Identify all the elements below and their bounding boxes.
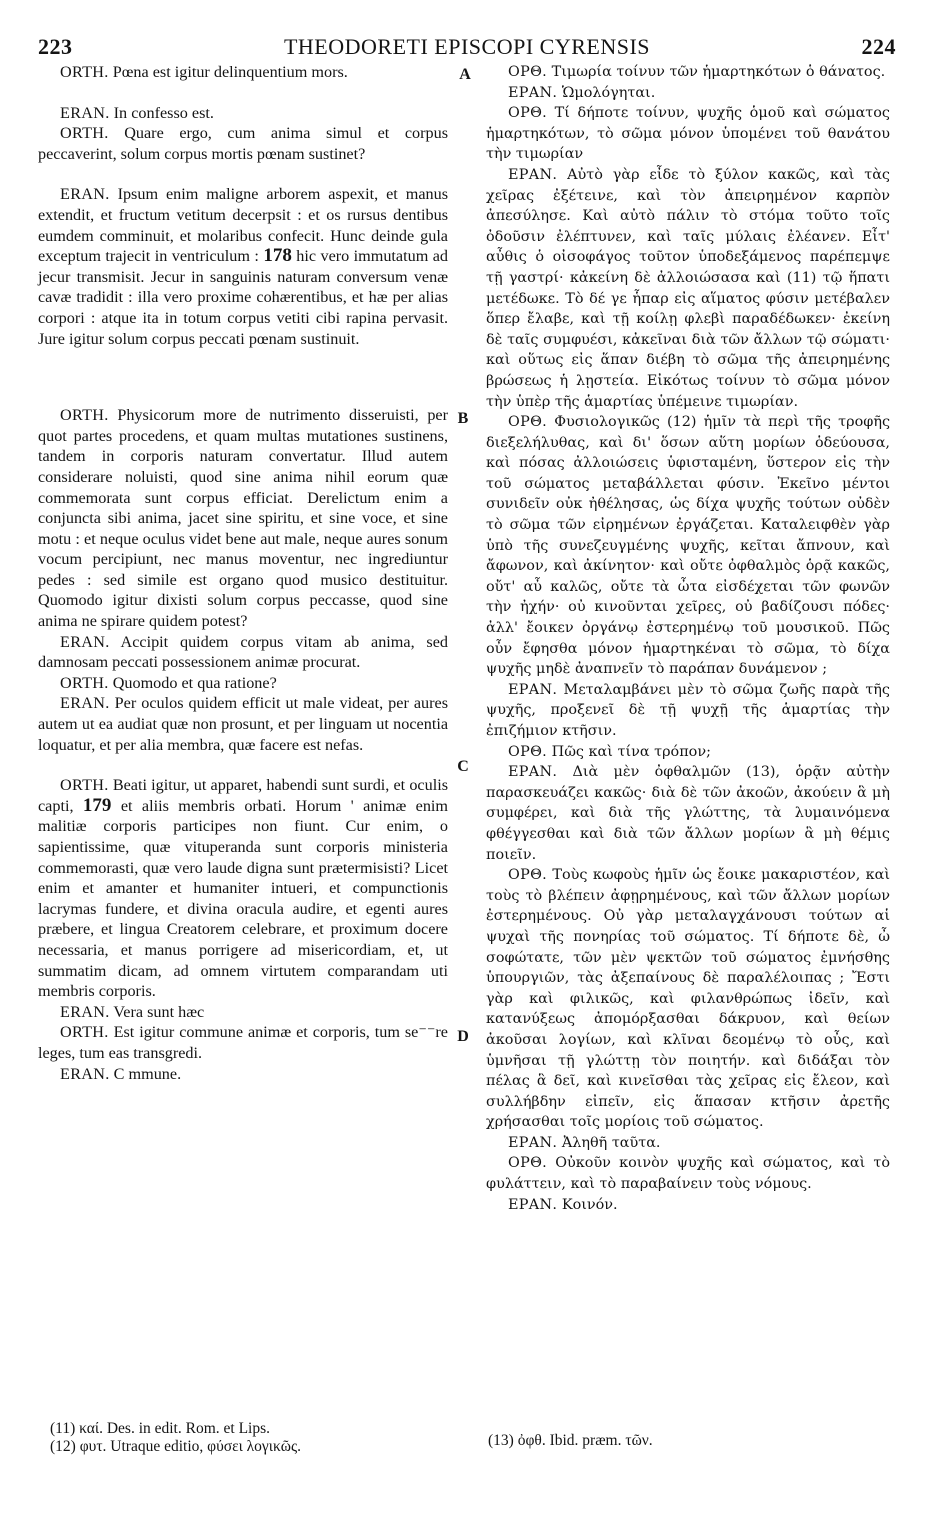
footnote: (13) ὀφθ. Ibid. præm. τῶν.	[488, 1432, 653, 1449]
spacer	[38, 349, 448, 377]
right-page-number: 224	[861, 34, 896, 59]
dialogue-paragraph	[486, 62, 890, 83]
paragraph-text: Vera sunt hæc	[113, 1002, 205, 1021]
speaker-label: ΕΡΑΝ.	[508, 84, 558, 101]
speaker-label: ΕΡΑΝ.	[508, 166, 558, 183]
spacer	[38, 755, 448, 775]
speaker-label: ERAN.	[60, 103, 110, 122]
speaker-label: ΟΡΘ.	[508, 414, 548, 431]
paragraph-text: Beati igitur, ut apparet, habendi sunt surdi, et oculis capti,	[38, 776, 448, 815]
speaker-label: ΟΡΘ.	[508, 1155, 548, 1172]
spacer	[38, 83, 448, 103]
paragraph-text: Pœna est igitur delinquentium mors.	[112, 63, 348, 81]
speaker-label: ERAN.	[60, 1002, 110, 1021]
paragraph-text: Per oculos quidem efficit ut male videat, per aures autem ut ea audiat quæ non prosunt, et per linguam ut nocentia loquatur, et per alia membra, quæ facere est nefas.	[38, 694, 449, 754]
paragraph-text: Φυσιολογικῶς (12) ἡμῖν τὰ περὶ τῆς τροφῆς διεξελήλυθας, καὶ δι' ὅσων αὕτη μορίων ὁδεύουσα, καὶ πόσας ἀλλοιώσεις ὑφισταμένη, ὕστερον εἰς τὴν τοῦ σώματος μεταβάλλεται φύσιν. Ἐκεῖνο μέντοι συνιδεῖν οὐκ ἠθέλησας, ὡς δίχα ψυχῆς τούτων οὐδὲν τὸ σῶμα τῶν εἰρημένων ἐργάζεται. Καταλειφθὲν γὰρ ὑπὸ τῆς συνεζευγμένης ψυχῆς, κεῖται ἄπνουν, καὶ ἄφωνον, καὶ ἀκίνητον· καὶ οὔτε ὀφθαλμὸς ὁρᾷ κακῶς, οὔτ' αὖ καλῶς, οὔτε τὰ ὦτα εἰσδέχεται τῶν φωνῶν τὴν ἠχήν· οὐ κινοῦνται χεῖρες, οὐ βαδίζουσι πόδες· ἀλλ' ἔοικεν ὀργάνῳ ἐστερημένῳ τοῦ μουσικοῦ. Πῶς οὖν ἔφησθα μόνον ἡμαρτηκέναι τὸ σῶμα, τὸ δίχα ψυχῆς μηδὲ ἀναπνεῖν τὸ παράπαν δυνάμενον ;	[486, 414, 890, 678]
dialogue-paragraph	[486, 865, 890, 1133]
margin-letter-c: C	[457, 758, 469, 775]
dialogue-paragraph	[486, 762, 890, 865]
paragraph-text: Ἀληθῆ ταῦτα.	[561, 1134, 661, 1151]
footnotes-right	[488, 1432, 888, 1450]
paragraph-text: et aliis membris orbati. Horum ' animæ enim malitiæ corporis participes non fiunt. Cur enim, o sapientissime, quæ vituperanda sunt corporis ministeria commemorasti, quæ vero laude digna sunt prætermisisti? Licet enim et amanter et humaniter intueri, et compunctionis lacrymas fundere, et divina oracula audire, et egenti aures præbere, et lingua Creatorem celebrare, et proximum docere necessaria, et manus porrigere ad misericordiam, et, ut summatim dicam, ad omnem virtutem comparandam uti membris corporis.	[38, 796, 449, 1001]
edition-page-number: 178	[263, 245, 292, 267]
speaker-label: ORTH.	[60, 406, 109, 425]
speaker-label: ΟΡΘ.	[508, 105, 548, 122]
footnotes-left	[50, 1420, 450, 1456]
margin-letter-b: B	[457, 410, 469, 427]
paragraph-text: Αὐτὸ γὰρ εἶδε τὸ ξύλον κακῶς, καὶ τὰς χεῖρας ἐξέτεινε, καὶ τὸν ἀπειρημένον καρπὸν ἀπεσύλησε. Καὶ αὐτὸ πάλιν τὸ στόμα τοῦτο τοῖς ὀδοῦσιν ἐλέπτυνεν, καὶ ταῖς μύλαις ἐλέανεν. Εἶτ' αὖθις ὁ οἰσοφάγος τοῦτον ὑποδεξάμενος παρέπεμψε τῇ γαστρί· κἀκείνη δὲ ἀλλοιώσασα καὶ (11) τῷ ἥπατι μετέδωκε. Τὸ δέ γε ἧπαρ εἰς αἵματος φύσιν μετέβαλεν ὅπερ ἔλαβε, καὶ τῇ κοίλῃ φλεβὶ παραδέδωκεν· ἐκείνη δὲ ταῖς συμφυέσι, κἀκεῖναι διὰ τῶν ἄλλων τῷ σώματι· καὶ οὕτως εἰς ἅπαν διέβη τὸ σῶμα τῆς ἀπειρημένης βρώσεως ἡ λῃστεία. Εἰκότως τοίνυν τὸ σῶμα μόνον τὴν ὑπὲρ τῆς ἁμαρτίας ὑπέμεινε τιμωρίαν.	[486, 166, 890, 410]
dialogue-paragraph	[38, 184, 448, 349]
dialogue-paragraph	[38, 693, 448, 755]
dialogue-paragraph	[486, 83, 890, 104]
dialogue-paragraph	[38, 632, 448, 673]
speaker-label: ORTH.	[60, 673, 109, 692]
paragraph-text: Διὰ μὲν ὀφθαλμῶν (13), ὁρᾷν αὐτὴν παρασκευάζει κακῶς· διὰ δὲ τῶν ἀκοῶν, ἀκούειν ἃ μὴ συμφέρει, καὶ διὰ τῆς γλώττης, τὰ λυμαινόμενα φθέγγεσθαι καὶ διὰ τῶν ἄλλων μορίων ἃ μὴ θέμις ποιεῖν.	[486, 764, 890, 863]
paragraph-text: Τιμωρία τοίνυν τῶν ἡμαρτηκότων ὁ θάνατος.	[551, 64, 886, 80]
dialogue-paragraph	[38, 62, 448, 83]
dialogue-paragraph	[486, 1195, 890, 1216]
paragraph-text: Τί δήποτε τοίνυν, ψυχῆς ὁμοῦ καὶ σώματος ἡμαρτηκότων, τὸ σῶμα μόνον ὑπομένει τοῦ θανάτου τὴν τιμωρίαν	[486, 105, 890, 163]
spacer	[38, 377, 448, 405]
spacer	[38, 164, 448, 184]
dialogue-paragraph	[38, 103, 448, 124]
speaker-label: ORTH.	[60, 1023, 109, 1042]
running-header	[38, 34, 896, 64]
footnote: (12) φυτ. Utraque editio, φύσει λογικῶς.	[50, 1438, 301, 1455]
paragraph-text: Πῶς καὶ τίνα τρόπον;	[551, 743, 711, 760]
paragraph-text: Quomodo et qua ratione?	[112, 673, 277, 692]
greek-column	[486, 62, 890, 1215]
dialogue-paragraph	[38, 1002, 448, 1023]
paragraph-text: Accipit quidem corpus vitam ab anima, sed damnosam peccati possessionem animæ procurat.	[38, 632, 448, 672]
speaker-label: ORTH.	[60, 124, 109, 143]
dialogue-paragraph	[486, 680, 890, 742]
running-title: THEODORETI EPISCOPI CYRENSIS	[283, 34, 651, 59]
speaker-label: ERAN.	[60, 694, 110, 713]
dialogue-paragraph	[38, 1064, 448, 1085]
speaker-label: ΕΡΑΝ.	[508, 764, 558, 781]
speaker-label: ΕΡΑΝ.	[508, 1134, 558, 1151]
dialogue-paragraph	[486, 103, 890, 165]
speaker-label: ERAN.	[60, 632, 110, 651]
paragraph-text: Est igitur commune animæ et corporis, tum se⁻⁻re leges, tum eas transgredi.	[38, 1023, 448, 1062]
speaker-label: ΟΡΘ.	[508, 867, 548, 884]
paragraph-text: Τοὺς κωφοὺς ἡμῖν ὡς ἔοικε μακαριστέον, καὶ τοὺς τὸ βλέπειν ἀφῃρημένους, καὶ τῶν ἄλλων μορίων ἐστερημένους. Οὐ γὰρ μεταλαγχάνουσι τούτων αἱ ψυχαὶ τῆς πονηρίας τοῦ σώματος. Τί δήποτε δὲ, ὦ σοφώτατε, τῶν μὲν ψεκτῶν τοῦ σώματος ἐμνήσθης ὑπουργιῶν, τὰς ἀξεπαίνους δὲ παραλέλοιπας ; Ἔστι γὰρ καὶ φιλικῶς, καὶ φιλανθρώπως ἰδεῖν, καὶ κατανύξεως ἀπομόρξασθαι δάκρυον, καὶ θείων ἀκοῦσαι λογίων, καὶ κλῖναι δεομένῳ τὸ οὖς, καὶ ὑμνῆσαι τῇ γλώττῃ τὸν ποιητήν. καὶ διδάξαι τὸν πέλας ἃ δεῖ, καὶ κινεῖσθαι τὰς χεῖρας εἰς ἔλεον, καὶ συλλήβδην εἰπεῖν, εἰς ἅπασαν κτῆσιν ἀρετῆς χρήσασθαι τοῖς μορίοις τοῦ σώματος.	[486, 867, 890, 1131]
paragraph-text: Οὐκοῦν κοινὸν ψυχῆς καὶ σώματος, καὶ τὸ φυλάττειν, καὶ τὸ παραβαίνειν τοὺς νόμους.	[486, 1155, 891, 1193]
paragraph-text: In confesso est.	[113, 103, 214, 122]
paragraph-text: C mmune.	[113, 1064, 182, 1083]
margin-letter-a: A	[459, 66, 471, 83]
paragraph-text: Ipsum enim maligne arborem aspexit, et manus extendit, et fructum vetitum decerpsit : et os rursus dentibus eumdem comminuit, et molaribus confecit. Hunc deinde gula exceptum trajecit in ventriculum :	[38, 185, 448, 266]
dialogue-paragraph	[38, 1022, 448, 1063]
paragraph-text: Μεταλαμβάνει μὲν τὸ σῶμα ζωῆς παρὰ τῆς ψυχῆς, προξενεῖ δὲ τῇ ψυχῇ τῆς ἁμαρτίας τὴν ἐπιζήμιον κτῆσιν.	[486, 681, 890, 739]
margin-letter-d: D	[457, 1028, 469, 1045]
paragraph-text: Ὡμολόγηται.	[561, 84, 656, 101]
edition-page-number: 179	[82, 794, 112, 816]
dialogue-paragraph	[486, 165, 890, 412]
speaker-label: ΕΡΑΝ.	[508, 1196, 558, 1213]
left-page-number: 223	[38, 34, 73, 59]
speaker-label: ERAN.	[60, 1064, 110, 1083]
dialogue-paragraph	[38, 123, 448, 164]
dialogue-paragraph	[38, 673, 448, 694]
speaker-label: ORTH.	[60, 776, 109, 795]
dialogue-paragraph	[486, 1133, 890, 1154]
speaker-label: ΕΡΑΝ.	[508, 681, 558, 698]
paragraph-text: Physicorum more de nutrimento disseruisti, per quot partes procedens, et quam multas mutationes sustinens, tandem in corporis naturam convertatur. Illud autem considerare noluisti, quod sine anima nihil eorum quæ commemorata sunt corpus efficiat. Derelictum enim a conjuncta sibi anima, jacet sine spiritu, et sine voce, et sine motu : et neque oculus videt bene aut male, neque aures sonum vocum percipiunt, nec manus moventur, nec ingrediuntur pedes : sed simile est organo quod musico destituitur. Quomodo igitur dixisti solum corpus peccasse, quod sine anima ne spirare quidem potest?	[38, 406, 449, 631]
latin-column	[38, 62, 448, 1084]
dialogue-paragraph	[486, 1153, 890, 1194]
paragraph-text: Κοινόν.	[561, 1196, 618, 1213]
dialogue-paragraph	[486, 412, 890, 680]
footnote: (11) καί. Des. in edit. Rom. et Lips.	[50, 1420, 271, 1437]
dialogue-paragraph	[38, 775, 448, 1002]
paragraph-text: hic vero immutatum ad jecur transmisit. Jecur in sanguinis naturam conversum venæ cavæ tradidit : illa vero proxime cohærentibus, et hæ per alias corpori : atque ita in totum corpus vetiti cibi rapina pervasit. Jure igitur solum corpus peccati pœnam sustinuit.	[38, 247, 449, 348]
speaker-label: ORTH.	[60, 63, 109, 81]
speaker-label: ΟΡΘ.	[508, 743, 548, 760]
speaker-label: ΟΡΘ.	[508, 64, 548, 80]
paragraph-text: Quare ergo, cum anima simul et corpus peccaverint, solum corpus mortis pœnam sustinet?	[38, 124, 448, 163]
dialogue-paragraph	[486, 742, 890, 763]
dialogue-paragraph	[38, 405, 448, 632]
speaker-label: ERAN.	[60, 185, 110, 204]
